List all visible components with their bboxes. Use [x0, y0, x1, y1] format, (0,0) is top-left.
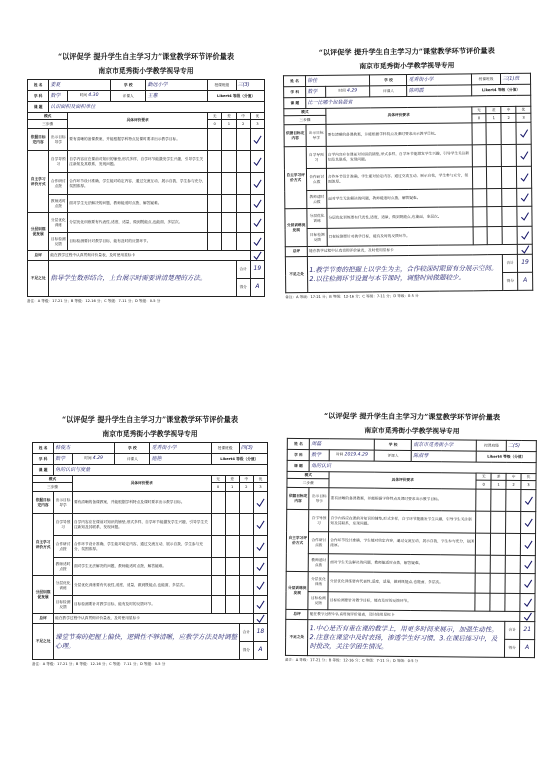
teacher-name: 徐佳: [306, 75, 370, 87]
table-row: [284, 122, 531, 147]
class-label: 授课班级: [471, 74, 501, 85]
row-group: 分层训练促发展: [286, 571, 309, 609]
row-text: 面对学生无法解决的问题，教师能适时点拨，解答疑难。: [68, 195, 208, 213]
grade-footnote: 备注：A 等级：17-21 分；B 等级：12-16 分；C 等级：7-11 分；D 等级：0-5 分: [285, 293, 419, 300]
check-mark: [521, 511, 536, 533]
grade-value: A: [518, 272, 533, 290]
subject-value: 数学: [310, 450, 330, 461]
check-mark: [517, 244, 532, 254]
row-sub: 合作研讨点拨: [49, 173, 68, 195]
row-text: 自学内容应在课前对知识的铺垫,形式多样，自学环节能激发学生兴趣，引导学生关注新知及其联系，发现问题。: [68, 151, 208, 173]
check-mark: [253, 558, 267, 576]
subject-value: 数学: [49, 91, 68, 102]
evaluator-name: 陈淑琴: [412, 451, 477, 463]
row-sub: 教师适时点拨: [54, 558, 73, 576]
class-value: 四(3): [239, 443, 267, 454]
none-label: 无: [211, 476, 225, 483]
evaluator-label: 评课人: [110, 91, 146, 102]
check-mark: [516, 122, 531, 144]
evaluation-sheet-2: [283, 46, 534, 301]
date-value: 2019.4.29: [344, 452, 368, 458]
school-label: 学 校: [110, 80, 146, 91]
likert-label: Likert4 等级（分值）: [211, 454, 267, 465]
score-0: 0: [211, 483, 225, 492]
class-value: 三(3): [236, 80, 264, 91]
check-mark: [250, 173, 264, 195]
score-3: 3: [521, 480, 536, 489]
topic-label: 课 题: [287, 460, 310, 471]
grade-value: A: [253, 642, 267, 660]
summary-text: 能在教学过程中认真贯彻评价量表，及时使用星标卡: [307, 244, 517, 256]
table-row: [286, 591, 535, 611]
row-sub: 分层优化训练: [54, 576, 73, 596]
check-mark: [253, 536, 267, 558]
table-row: [33, 536, 268, 558]
teacher-name: 韩俊杰: [54, 443, 115, 454]
subject-value: 数学: [54, 454, 73, 465]
table-row: [284, 166, 531, 191]
step-label: 三步骤: [33, 483, 73, 492]
row-sub: 教师适时点拨: [309, 554, 329, 572]
total-value: 18: [253, 624, 267, 642]
row-group: 分层训练促发展: [33, 576, 54, 614]
row-text: 目标检测要针对教学目标，能有及时的反馈环节。: [328, 592, 475, 611]
summary-text: 能在教学过程中认真贯彻评价量表，及时使用星标卡: [49, 251, 250, 261]
row-text: 要有清晰的备课教案，并能根据学科特点及课时要求出示教学目标。: [68, 129, 208, 151]
likert-label: Likert4 等级（分值）: [476, 451, 536, 463]
table-row: [286, 553, 535, 573]
time-cell: 时间 4.30: [68, 91, 111, 102]
check-mark: [521, 489, 536, 511]
time-cell: 时间 2019.4.29: [329, 450, 374, 461]
good-label: 优: [521, 473, 536, 480]
score-1: 1: [222, 120, 236, 129]
mode-label: 模式: [287, 471, 329, 478]
row-text: 面对学生无法解决的问题，教师能适时点拨，解答疑难。: [329, 554, 476, 573]
sheet-subtitle: 南京市觅秀街小学教学视导专用: [364, 426, 460, 436]
none-label: 无: [208, 113, 222, 120]
sheet-title: “以评促学 提升学生自主学习力”课堂教学环节评价量表: [61, 415, 239, 424]
table-row: [287, 487, 536, 511]
row-sub: 教师适时点拨: [307, 190, 327, 208]
topic-label: 课 题: [284, 98, 306, 109]
low-label: 差: [491, 473, 506, 480]
evaluator-label: 评课人: [370, 86, 407, 97]
row-text: 合作环节设计准确，学生能对给定内容，通过交流互动，展示自我，学生参与充分，氛围浓厚。: [326, 167, 472, 191]
row-group: 自主学习评价方式: [286, 509, 309, 571]
row-sub: 分层优化训练: [308, 572, 328, 592]
score-0: 0: [208, 120, 222, 129]
shortcoming-text: 1.中心是否有重在课的教学上，用更多时间来展示，加强生动性。2.注意在课堂中及时表扬，渗透学生好习惯。3.在课后练习中，及时批改，关注学困生情况。: [309, 624, 498, 651]
low-label: 差: [225, 476, 239, 483]
evaluation-sheet-1: [27, 52, 265, 304]
total-value: 19: [517, 254, 532, 272]
row-text: 要有清晰的备课教案，并能根据学科特点及课时要求出示教学目标。: [329, 488, 476, 511]
class-value: 二(5): [506, 440, 536, 451]
name-label: 姓 名: [283, 76, 305, 87]
row-group: 自主学习评价方式: [33, 514, 54, 576]
score-2: 2: [239, 483, 253, 492]
table-row: [286, 571, 535, 593]
row-sub: 目标检测反馈: [308, 592, 328, 610]
total-label: 合计: [505, 621, 520, 639]
check-mark: [520, 573, 535, 593]
row-sub: 合作研讨点拨: [309, 532, 329, 554]
check-mark: [253, 614, 267, 624]
row-sub: 出示目标导学: [54, 492, 73, 514]
shortcoming-text: 1.教学节奏的把握上以学生为主，合作较深时限留有分展示空间。2.以往检测环节设置与本节课时，调整时间做题较少。: [309, 263, 498, 283]
row-sub: 自学导预习: [309, 510, 329, 532]
table-row: [28, 233, 265, 251]
summary-label: 总评: [33, 614, 54, 624]
shortcoming-label: 不足之处: [33, 624, 54, 660]
score-label: 得分: [239, 642, 253, 660]
grade-footnote: 备注：A 等级：17-21 分；B 等级：12-16 分；C 等级：7-11 分；D 等级：0-5 分: [32, 662, 166, 666]
row-sub: 教师适时点拨: [49, 195, 68, 213]
good-label: 优: [250, 113, 264, 120]
summary-text: 能在教学过程中认真贯彻评价量表，及时使用星标卡: [54, 614, 254, 624]
indicator-header: 具体评价要求: [326, 107, 472, 125]
summary-label: 总评: [285, 247, 307, 257]
indicator-header: 具体评价要求: [72, 476, 211, 492]
topic-value: 角的认识与度量: [54, 465, 268, 476]
row-text: 合作环节设计准确，学生能对给定内容，通过交流互动，展示自我，学生参与充分，氛围浓厚。: [68, 173, 208, 195]
table-row: [33, 514, 268, 536]
total-label: 合计: [239, 624, 253, 642]
class-value: 三(1)班: [501, 73, 531, 84]
topic-value: 比一比哪个包装最省: [306, 95, 531, 108]
score-2: 2: [236, 120, 250, 129]
grade-value: A: [519, 639, 534, 657]
check-mark: [250, 233, 264, 251]
teacher-name: 周磊: [310, 439, 375, 451]
score-3: 3: [253, 483, 267, 492]
indicator-header: 具体评价要求: [68, 113, 208, 129]
score-label: 得分: [505, 639, 520, 657]
check-mark: [253, 492, 267, 514]
table-row: [33, 596, 268, 614]
check-mark: [520, 533, 535, 555]
score-2: 2: [501, 113, 516, 122]
row-sub: 合作研讨点拨: [54, 536, 73, 558]
row-text: 分层优化训练要有代表性,适度，适量，做到既能点,也能面，多层次。: [72, 576, 211, 596]
score-0: 0: [472, 114, 487, 123]
topic-label: 课 题: [28, 102, 49, 113]
table-row: [28, 195, 265, 213]
mid-label: 中: [506, 473, 521, 480]
evaluation-sheet-4: [285, 411, 537, 665]
good-label: 优: [516, 106, 531, 113]
row-sub: 出示目标导学: [49, 129, 68, 151]
sheet-title: “以评促学 提升学生自主学习力”课堂教学环节评价量表: [318, 46, 495, 57]
topic-value: 角的认识: [309, 461, 536, 474]
subject-label: 学 科: [33, 454, 54, 465]
shortcoming-label: 不足之处: [28, 261, 49, 297]
step-label: 三步骤: [284, 115, 326, 124]
row-group: 自主学习评价方式: [28, 151, 49, 213]
name-label: 姓 名: [33, 443, 54, 454]
grade-value: A: [250, 279, 264, 297]
check-mark: [253, 596, 267, 614]
table-row: [287, 509, 536, 533]
good-label: 优: [253, 476, 267, 483]
school-name: 觅秀街小学: [407, 74, 471, 86]
check-mark: [520, 555, 535, 573]
total-value: 19: [250, 261, 264, 279]
check-mark: [520, 593, 535, 611]
mid-label: 中: [239, 476, 253, 483]
teacher-name: 姜夏: [49, 80, 111, 91]
check-mark: [517, 226, 532, 244]
row-text: 目标检测要针对教学目标，能有及时的反馈环节。: [68, 233, 208, 251]
evaluation-table: [27, 79, 265, 297]
row-text: 自学内容应在课前对知识的铺垫,形式多样，自学环节能激发学生兴趣，引导学生关注新知及其联系，发现问题。: [72, 514, 211, 536]
school-label: 学 校: [370, 75, 407, 86]
row-sub: 出示目标导学: [306, 124, 326, 146]
check-mark: [250, 195, 264, 213]
check-mark: [250, 151, 264, 173]
score-2: 2: [506, 480, 521, 489]
row-group: 依据目标定内容: [33, 492, 54, 514]
evaluation-sheet-3: [32, 415, 268, 667]
subject-label: 学 科: [284, 87, 306, 98]
shortcoming-text: 课堂节奏的把握上偏快，逻辑性不够清晰，应教学方法及时调整心理。: [55, 632, 238, 650]
name-label: 姓 名: [28, 80, 49, 91]
total-label: 合计: [236, 261, 250, 279]
score-1: 1: [486, 114, 501, 123]
evaluator-label: 评课人: [115, 454, 150, 465]
row-text: 要有清晰的备课教案，并能根据学科特点及课时要求出示教学目标。: [72, 492, 211, 514]
none-label: 无: [471, 107, 486, 114]
score-label: 得分: [503, 272, 518, 290]
table-row: [33, 558, 268, 576]
row-sub: 目标检测反馈: [307, 228, 327, 246]
shortcoming-text: 指导学生数形结合，上台展示时需要讲清楚理的方法。: [50, 274, 207, 282]
row-group: 自主学习评价方式: [284, 147, 307, 209]
sheet-subtitle: 南京市觅秀街小学教学视导专用: [102, 430, 198, 438]
class-label: 授课班级: [476, 440, 506, 451]
row-text: 目标检测要针对教学目标，能有及时的反馈环节。: [327, 227, 473, 247]
date-value: 4.29: [346, 88, 358, 94]
row-sub: 合作研讨点拨: [307, 168, 327, 190]
time-cell: 时间 4.29: [326, 86, 371, 97]
subject-value: 数学: [306, 86, 326, 97]
row-text: 分层优化训练要有代表性,适度，适量，做到既能点,也能面，多层次。: [68, 213, 208, 233]
table-row: [28, 213, 265, 233]
row-group: 依据目标定内容: [28, 129, 49, 151]
row-sub: 分层优化训练: [49, 213, 68, 233]
row-sub: 目标检测反馈: [49, 233, 68, 251]
evaluation-table: [32, 442, 268, 660]
row-sub: 分层优化训练: [307, 208, 327, 228]
date-value: 4.29: [92, 456, 103, 462]
class-label: 授课班级: [211, 443, 239, 454]
topic-label: 课 题: [33, 465, 54, 476]
row-sub: 自学导预习: [54, 514, 73, 536]
name-label: 姓 名: [287, 438, 310, 449]
school-label: 学 校: [115, 443, 150, 454]
school-name: 南京市觅秀街小学: [412, 440, 477, 452]
sheet-subtitle: 南京市觅秀街小学教学视导专用: [98, 67, 194, 75]
evaluation-table: [283, 73, 533, 294]
none-label: 无: [476, 473, 491, 480]
table-row: [284, 144, 531, 169]
evaluator-label: 评课人: [374, 450, 411, 461]
check-mark: [517, 206, 532, 226]
sheet-subtitle: 南京市觅秀街小学教学视导专用: [359, 61, 455, 71]
check-mark: [250, 213, 264, 233]
row-group: 依据目标定内容: [287, 487, 310, 509]
shortcoming-label: 不足之处: [285, 257, 308, 293]
evaluator-name: 施艳: [150, 454, 211, 465]
score-label: 得分: [236, 279, 250, 297]
time-cell: 时间 4.29: [72, 454, 114, 465]
row-sub: 目标检测反馈: [54, 596, 73, 614]
check-mark: [517, 166, 532, 188]
score-1: 1: [225, 483, 239, 492]
mode-label: 模式: [284, 108, 326, 115]
summary-label: 总评: [28, 251, 49, 261]
score-3: 3: [516, 113, 531, 122]
evaluator-name: 王惠: [146, 91, 208, 102]
check-mark: [516, 144, 531, 166]
row-text: 分层优化训练要有代表性,适度，适量，做到既能点,也能面，多层次。: [328, 572, 475, 593]
row-group: 分层训练促发展: [28, 213, 49, 251]
row-text: 自学内容应在课前对知识的铺垫,形式多样，自学环节能激发学生兴趣，引导学生关注新知及其联系，发现问题。: [326, 145, 472, 169]
likert-label: Likert4 等级（分值）: [208, 91, 265, 102]
row-sub: 出示目标导学: [309, 488, 329, 510]
mode-label: 模式: [28, 113, 68, 120]
low-label: 差: [222, 113, 236, 120]
row-sub: 自学导预习: [49, 151, 68, 173]
table-row: [28, 129, 265, 151]
low-label: 差: [486, 107, 501, 114]
row-text: 分层优化训练要有代表性,适度，适量，做到既能点,也能面，多层次。: [327, 207, 473, 229]
table-row: [286, 531, 535, 555]
table-row: [33, 576, 268, 596]
row-text: 要有清晰的备课教案，并能根据学科特点及课时要求出示教学目标。: [326, 123, 472, 147]
check-mark: [253, 576, 267, 596]
check-mark: [253, 514, 267, 536]
check-mark: [517, 188, 532, 206]
evaluation-table: [285, 438, 537, 658]
date-value: 4.30: [88, 93, 99, 99]
indicator-header: 具体评价要求: [329, 472, 476, 489]
score-1: 1: [491, 480, 506, 489]
sheet-title: “以评促学 提升学生自主学习力”课堂教学环节评价量表: [323, 411, 501, 422]
row-sub: 自学导预习: [306, 146, 326, 168]
check-mark: [520, 611, 535, 621]
score-3: 3: [250, 120, 264, 129]
table-row: [33, 492, 268, 514]
check-mark: [250, 129, 264, 151]
sheet-title: “以评促学 提升学生自主学习力”课堂教学环节评价量表: [57, 52, 235, 61]
class-label: 授课班级: [208, 80, 236, 91]
step-label: 三步骤: [28, 120, 68, 129]
table-row: [28, 173, 265, 195]
mid-label: 中: [236, 113, 250, 120]
row-text: 目标检测要针对教学目标，能有及时的反馈环节。: [72, 596, 211, 614]
total-value: 21: [520, 621, 535, 639]
subject-label: 学 科: [28, 91, 49, 102]
school-name: 勤远小学: [146, 80, 208, 91]
grade-footnote: 备注：A 等级：17-21 分；B 等级：12-16 分；C 等级：7-11 分；D 等级：0-5 分: [284, 657, 419, 664]
summary-label: 总评: [286, 609, 308, 619]
score-0: 0: [476, 480, 491, 489]
step-label: 三步骤: [287, 478, 329, 487]
row-text: 合作环节设计准确，学生能对给定内容，通过交流互动，展示自我，学生参与充分，氛围浓厚。: [72, 536, 211, 558]
row-text: 自学内容应在课前对知识的铺垫,形式多样，自学环节能激发学生兴趣，引导学生关注新知及其联系，发现问题。: [329, 510, 476, 533]
school-label: 学 校: [374, 439, 411, 450]
row-text: 面对学生无法解决的问题，教师能适时点拨，解答疑难。: [327, 189, 473, 209]
subject-label: 学 科: [287, 449, 310, 460]
row-group: 分层训练促发展: [285, 209, 308, 247]
row-group: 依据目标定内容: [284, 125, 306, 147]
mode-label: 模式: [33, 476, 73, 483]
grade-footnote: 备注：A 等级：17-21 分；B 等级：12-16 分；C 等级：7-11 分；D 等级：0-5 分: [27, 299, 161, 303]
row-text: 面对学生无法解决的问题，教师能适时点拨，解答疑难。: [72, 558, 211, 576]
summary-text: 能在教学过程中认真贯彻评价量表，及时使用星标卡: [308, 610, 520, 622]
likert-label: Likert4 等级（分值）: [471, 84, 530, 96]
evaluator-name: 陈明霞: [407, 85, 471, 97]
mid-label: 中: [501, 106, 516, 113]
shortcoming-label: 不足之处: [285, 619, 308, 655]
check-mark: [250, 251, 264, 261]
total-label: 合计: [503, 254, 518, 272]
row-text: 合作环节设计准确，学生能对给定内容，通过交流互动，展示自我，学生参与充分，氛围浓厚。: [329, 532, 476, 555]
table-row: [28, 151, 265, 173]
school-name: 觅秀街小学: [150, 443, 211, 454]
topic-value: 认识面积及面积单位: [49, 102, 265, 113]
table-row: [285, 206, 532, 229]
